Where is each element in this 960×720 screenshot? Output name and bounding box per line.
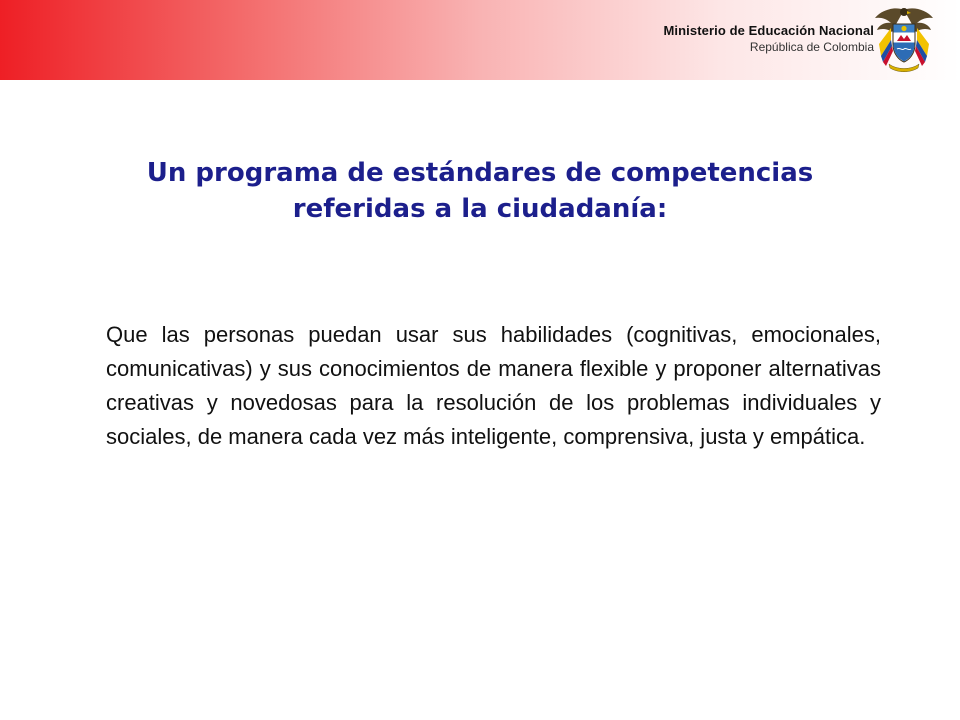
slide-body-text: Que las personas puedan usar sus habilidades (cognitivas, emocionales, comunicativas) y sus conocimientos de manera flexible y proponer alternativas creativas y novedosas para la resolución de los problemas individuales y sociales, de manera cada vez más inteligente, comprensiva, justa y empática. (106, 322, 881, 449)
slide-title-line-2: referidas a la ciudadanía: (292, 194, 668, 224)
ministry-block (663, 22, 874, 56)
country-name: República de Colombia (749, 40, 874, 54)
slide-title (100, 155, 860, 227)
ministry-name: Ministerio de Educación Nacional (663, 23, 874, 38)
colombia-coat-of-arms-icon (871, 4, 937, 74)
slide-title-line-1: Un programa de estándares de competencias (146, 158, 814, 188)
